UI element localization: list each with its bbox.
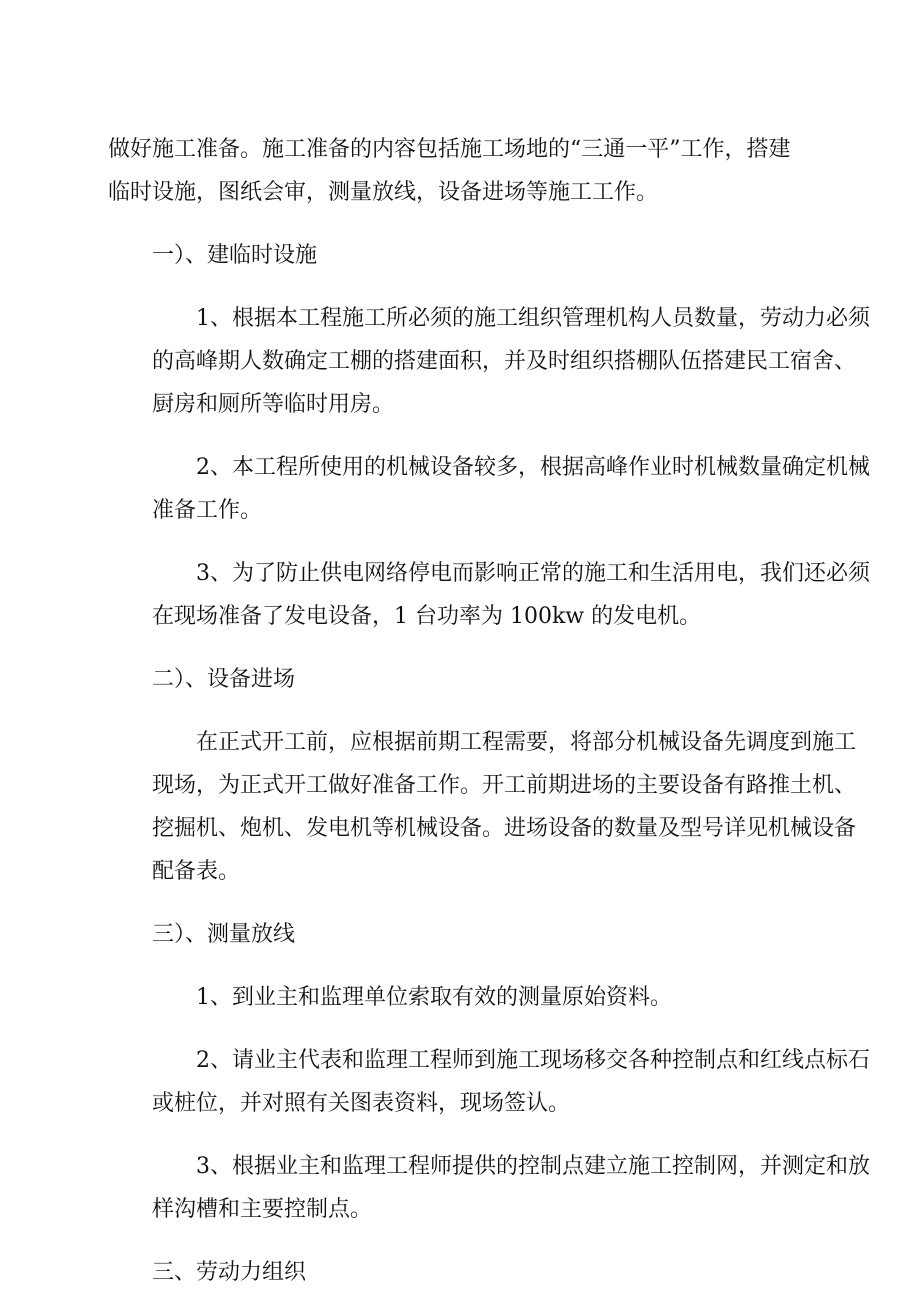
text-line: 的高峰期人数确定工棚的搭建面积，并及时组织搭棚队伍搭建民工宿舍、 (152, 349, 857, 374)
paragraph-intro (108, 128, 816, 214)
text-line: 做好施工准备。施工准备的内容包括施工场地的“三通一平”工作，搭建 (108, 137, 791, 162)
paragraph-item-2 (108, 446, 870, 532)
paragraph-equipment (108, 721, 857, 893)
text-line: 准备工作。 (152, 498, 263, 523)
section-heading-temporary-facilities: 一）、建临时设施 (152, 243, 318, 268)
section-heading-equipment-entry: 二）、设备进场 (152, 667, 296, 692)
text-line: 3、为了防止供电网络停电而影响正常的施工和生活用电，我们还必须 (196, 561, 870, 586)
text-line: 在现场准备了发电设备，1 台功率为 100kw 的发电机。 (152, 604, 702, 629)
text-line: 3、根据业主和监理工程师提供的控制点建立施工控制网，并测定和放 (196, 1154, 870, 1179)
text-line: 2、请业主代表和监理工程师到施工现场移交各种控制点和红线点标石 (196, 1048, 870, 1073)
paragraph-survey-3 (108, 1145, 870, 1231)
text-line: 样沟槽和主要控制点。 (152, 1197, 373, 1222)
paragraph-item-1 (108, 297, 870, 426)
text-line: 挖掘机、炮机、发电机等机械设备。进场设备的数量及型号详见机械设备 (152, 816, 857, 841)
section-heading-labor: 三、劳动力组织 (152, 1260, 307, 1285)
document-body (108, 128, 870, 1314)
paragraph-survey-2 (108, 1039, 870, 1125)
text-line: 临时设施，图纸会审，测量放线，设备进场等施工工作。 (108, 180, 659, 205)
text-line: 2、本工程所使用的机械设备较多，根据高峰作业时机械数量确定机械 (196, 455, 870, 480)
paragraph-item-3 (108, 552, 870, 638)
text-line: 厨房和厕所等临时用房。 (152, 392, 395, 417)
section-heading-survey: 三）、测量放线 (152, 922, 296, 947)
text-line: 配备表。 (152, 859, 241, 884)
text-line: 1、到业主和监理单位索取有效的测量原始资料。 (196, 985, 672, 1010)
paragraph-survey-1 (108, 976, 816, 1019)
text-line: 1、根据本工程施工所必须的施工组织管理机构人员数量，劳动力必须 (196, 306, 870, 331)
text-line: 或桩位，并对照有关图表资料，现场签认。 (152, 1091, 571, 1116)
text-line: 现场，为正式开工做好准备工作。开工前期进场的主要设备有路推土机、 (152, 773, 857, 798)
text-line: 在正式开工前，应根据前期工程需要，将部分机械设备先调度到施工 (196, 730, 857, 755)
